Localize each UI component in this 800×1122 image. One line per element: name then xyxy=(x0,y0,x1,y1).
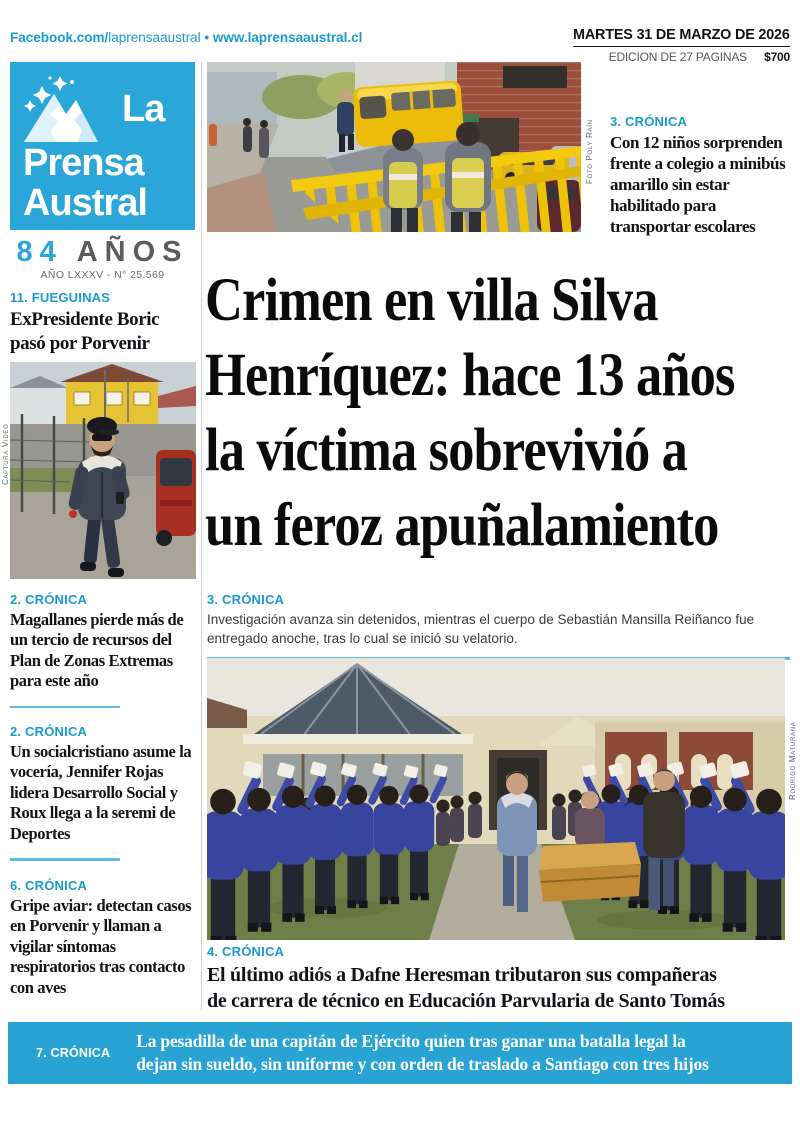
logo-line-austral: Austral xyxy=(23,182,147,224)
banner-headline xyxy=(136,1030,708,1076)
edition-pages: EDICION DE 27 PAGINAS xyxy=(608,50,747,64)
story-left-1-kicker: 2. CRÓNICA xyxy=(10,592,88,607)
banner-headline-line-2: dejan sin sueldo, sin uniforme y con orden de traslado a Santiago con tres hijos xyxy=(136,1054,709,1074)
facebook-user: laprensaaustral xyxy=(108,30,201,45)
separator-dot: • xyxy=(204,30,210,45)
main-headline-line-2: Henríquez: hace 13 años xyxy=(205,342,735,409)
masthead-social-line xyxy=(10,30,362,45)
story-left-1-headline: Magallanes pierde más de un tercio de recursos del Plan de Zonas Extremas para este año xyxy=(10,610,184,691)
main-photo-funeral xyxy=(207,658,785,940)
story-photo-kicker: 4. CRÓNICA xyxy=(207,944,285,959)
story-left-3 xyxy=(10,878,195,998)
left-photo-credit: Captura Video xyxy=(1,423,10,485)
story-top-right xyxy=(610,114,793,237)
main-story-lede-block xyxy=(207,592,790,660)
column-divider xyxy=(201,62,202,1010)
website-label: www.laprensaaustral.cl xyxy=(212,30,363,45)
story-left-1 xyxy=(10,592,195,708)
facebook-label: Facebook.com/ xyxy=(10,30,109,45)
story-left-2 xyxy=(10,724,195,861)
logo-line-la: La xyxy=(122,88,165,130)
newspaper-logo xyxy=(10,62,195,230)
story-top-right-headline: Con 12 niños sorprenden frente a colegio a minibús amarillo sin estar habilitado para transportar escolares xyxy=(610,133,786,237)
anniversary-word: AÑOS xyxy=(76,236,189,268)
main-headline xyxy=(205,263,797,563)
banner-headline-line-1: La pesadilla de una capitán de Ejército quien tras ganar una batalla legal la xyxy=(136,1030,686,1051)
story-photo-headline-line-2: de carrera de técnico en Educación Parvularia de Santo Tomás xyxy=(207,990,725,1012)
story-fueguinas-headline: ExPresidente Boric pasó por Porvenir xyxy=(10,309,160,354)
left-photo-boric xyxy=(10,362,196,579)
main-headline-line-1: Crimen en villa Silva xyxy=(205,267,658,334)
logo-line-prensa: Prensa xyxy=(23,142,144,184)
banner-kicker: 7. CRÓNICA xyxy=(36,1046,111,1060)
story-photo-caption xyxy=(207,944,790,1014)
main-story-lede: Investigación avanza sin detenidos, mientras el cuerpo de Sebastián Mansilla Reiñanco fue entregado anoche, tras lo cual se inició su velatorio. xyxy=(207,612,755,647)
section-divider xyxy=(10,858,120,861)
bottom-banner xyxy=(8,1022,792,1084)
story-fueguinas xyxy=(10,290,180,355)
story-left-2-kicker: 2. CRÓNICA xyxy=(10,724,88,739)
main-story-kicker: 3. CRÓNICA xyxy=(207,592,285,607)
story-left-3-headline: Gripe aviar: detectan casos en Porvenir y llaman a vigilar síntomas respiratorios tras contacto con aves xyxy=(10,896,192,997)
main-photo-credit: Rodrigo Maturana xyxy=(788,721,797,800)
volume-number-line: AÑO LXXXV - N° 25.569 xyxy=(40,269,165,281)
story-top-right-kicker: 3. CRÓNICA xyxy=(610,114,688,129)
story-photo-headline-line-1: El último adiós a Dafne Heresman tributaron sus compañeras xyxy=(207,964,717,986)
edition-date: MARTES 31 DE MARZO DE 2026 xyxy=(573,26,790,47)
masthead-date-block xyxy=(564,26,790,64)
story-fueguinas-kicker: 11. FUEGUINAS xyxy=(10,290,111,305)
top-photo-minibus xyxy=(207,62,581,232)
mountain-logo-icon xyxy=(20,74,118,146)
edition-price: $700 xyxy=(764,50,790,64)
top-photo-credit: Foto Poly Raín xyxy=(585,119,594,184)
main-headline-line-3: la víctima sobrevivió a xyxy=(205,417,687,484)
section-divider xyxy=(10,706,120,709)
main-headline-line-4: un feroz apuñalamiento xyxy=(205,492,719,559)
anniversary-number: 84 xyxy=(16,236,63,268)
story-left-2-headline: Un socialcristiano asume la vocería, Jennifer Rojas lidera Desarrollo Social y Roux llega a la seremi de Deportes xyxy=(10,742,192,843)
anniversary-line xyxy=(10,236,195,269)
story-left-3-kicker: 6. CRÓNICA xyxy=(10,878,88,893)
